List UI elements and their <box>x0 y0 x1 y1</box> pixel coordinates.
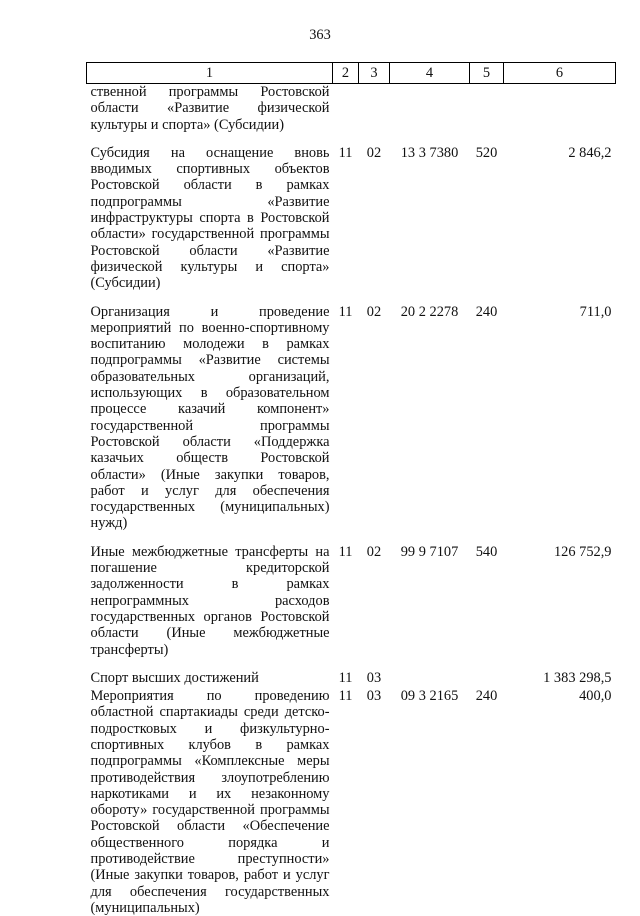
row-description: Организация и проведение мероприятий по военно-спортивному воспитанию молодежи в рамках подпрограммы «Развитие системы образовательных организаций, использующих в образовательном процессе казачий компонент» государственной программы Ростовской области «Поддержка казачьих обществ Ростовской области» (Иные закупки товаров, работ и услуг для обеспечения государственных (муниципальных) нужд) <box>90 303 330 532</box>
header-col-1: 1 <box>87 63 333 84</box>
row-expense-type <box>470 84 504 133</box>
header-col-6: 6 <box>504 63 616 84</box>
row-target-code <box>390 84 470 133</box>
header-col-3: 3 <box>359 63 390 84</box>
row-target-code: 99 9 7107 <box>400 543 459 560</box>
row-section: 11 <box>338 669 353 686</box>
row-description: Спорт высших достижений <box>90 669 259 686</box>
row-section: 11 <box>338 543 353 560</box>
budget-table <box>86 62 616 916</box>
table-row <box>87 84 616 133</box>
row-target-code <box>390 658 470 686</box>
row-target-code: 13 3 7380 <box>400 144 459 161</box>
row-subsection: 03 <box>366 688 382 705</box>
row-amount: 1 383 298,5 <box>543 669 612 686</box>
row-expense-type: 240 <box>475 688 498 705</box>
row-amount: 126 752,9 <box>553 543 612 560</box>
row-description: Иные межбюджетные трансферты на погашение кредиторской задолженности в рамках непрограммных расходов государственных органов Ростовской области (Иные межбюджетные трансферты) <box>90 543 330 658</box>
row-section: 11 <box>338 303 353 320</box>
header-col-2: 2 <box>333 63 359 84</box>
table-row <box>87 532 616 658</box>
row-subsection <box>359 84 390 133</box>
page-number: 363 <box>309 27 331 43</box>
row-section: 11 <box>338 144 353 161</box>
row-description: Мероприятия по проведению областной спартакиады среди детско-подростковых и физкультурно-спортивных клубов в рамках подпрограммы «Комплексные меры противодействия злоупотреблению наркотиками и их незаконному обороту» государственной программы Ростовской области «Обеспечение общественного порядка и противодействие преступности» (Иные закупки товаров, работ и услуг для обеспечения государственных (муниципальных) <box>90 688 330 916</box>
row-expense-type: 540 <box>475 543 498 560</box>
row-amount: 711,0 <box>579 303 612 320</box>
table-row <box>87 686 616 916</box>
row-expense-type: 240 <box>475 303 498 320</box>
row-subsection: 02 <box>366 303 382 320</box>
row-section <box>333 84 359 133</box>
row-target-code: 20 2 2278 <box>400 303 459 320</box>
table-row <box>87 658 616 686</box>
row-target-code: 09 3 2165 <box>400 688 459 705</box>
table-header <box>87 63 616 84</box>
row-amount: 2 846,2 <box>568 144 612 161</box>
row-subsection: 03 <box>366 669 382 686</box>
row-amount <box>504 84 616 133</box>
row-amount: 400,0 <box>579 688 612 705</box>
row-description: ственной программы Ростовской области «Развитие физической культуры и спорта» (Субсидии) <box>90 84 330 133</box>
row-subsection: 02 <box>366 543 382 560</box>
table-row <box>87 292 616 532</box>
row-subsection: 02 <box>366 144 382 161</box>
row-expense-type: 520 <box>475 144 498 161</box>
row-expense-type <box>470 658 504 686</box>
row-description: Субсидия на оснащение вновь вводимых спортивных объектов Ростовской области в рамках подпрограммы «Развитие инфраструктуры спорта в Ростовской области» государственной программы Ростовской области «Развитие физической культуры и спорта» (Субсидии) <box>90 144 330 292</box>
table-row <box>87 133 616 292</box>
row-section: 11 <box>338 688 353 705</box>
header-col-5: 5 <box>470 63 504 84</box>
header-col-4: 4 <box>390 63 470 84</box>
